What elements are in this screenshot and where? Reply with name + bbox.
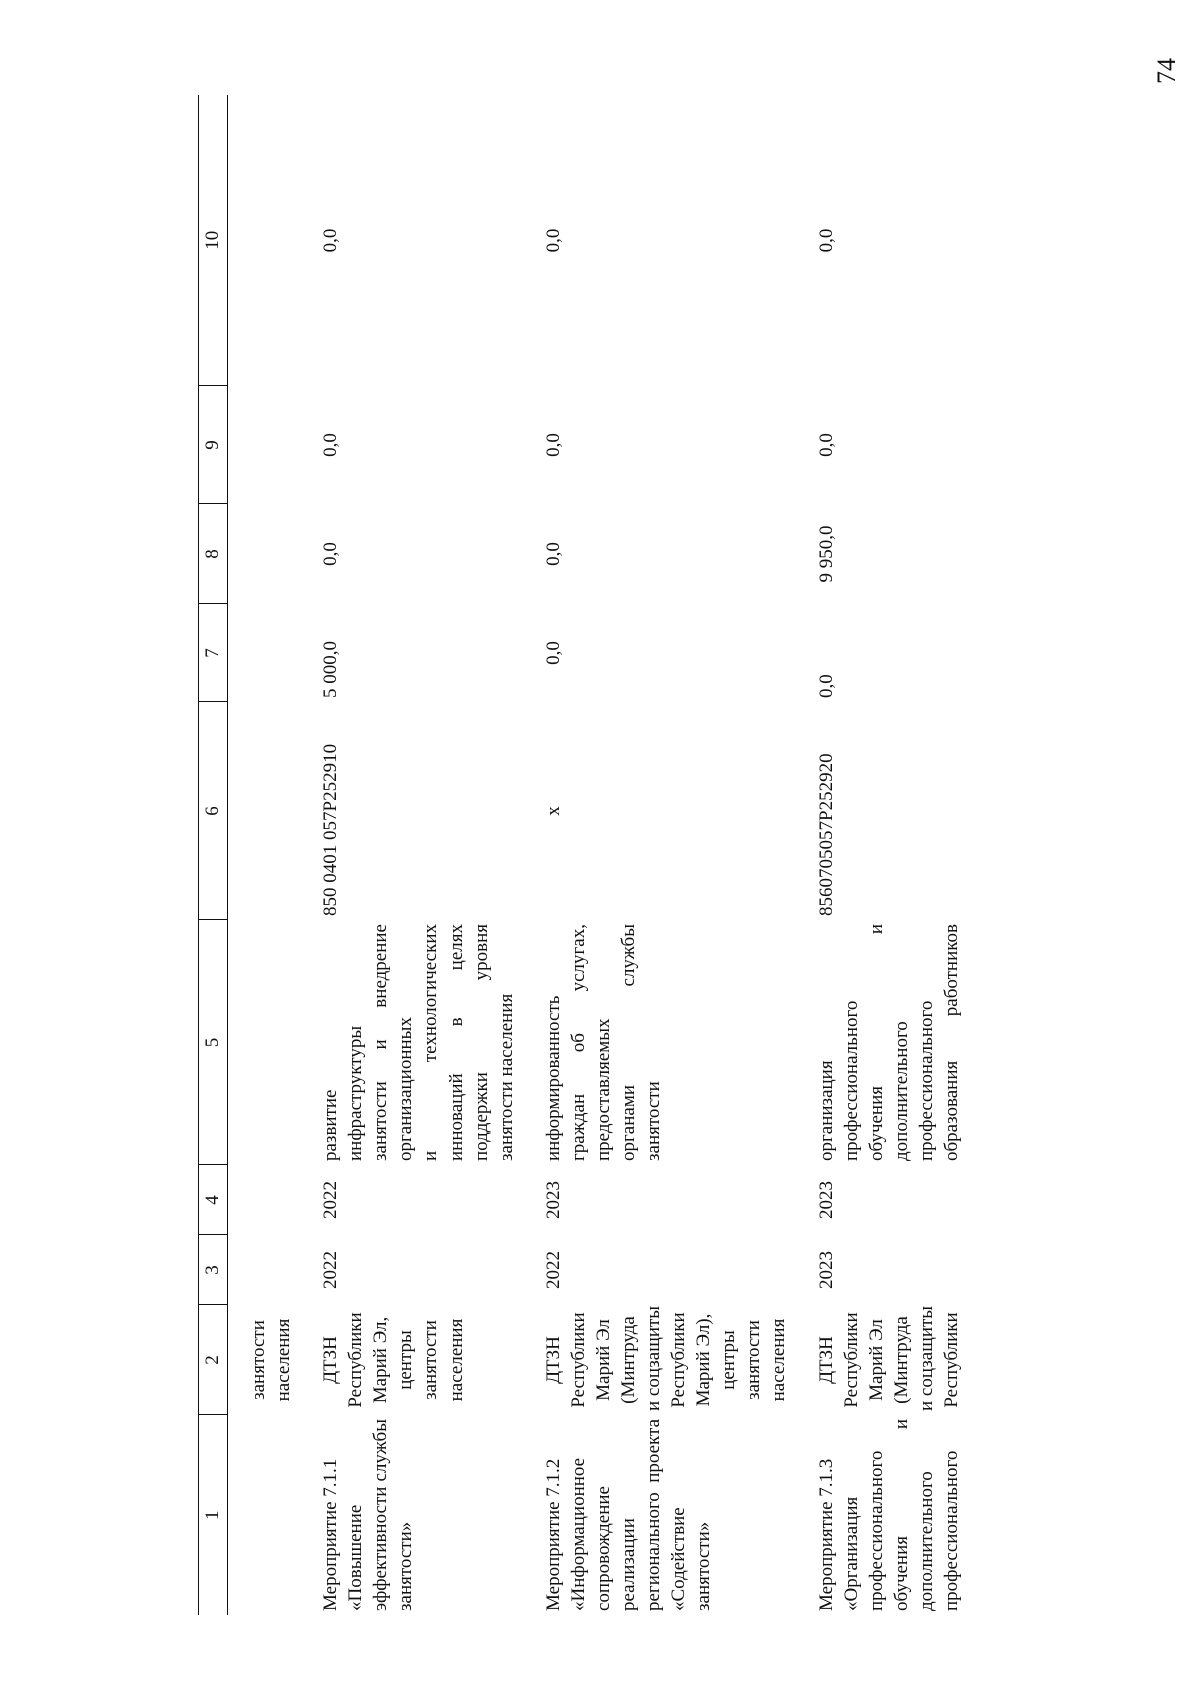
text-line: поддержки уровня <box>470 924 492 1161</box>
col-header-8: 8 <box>199 504 228 604</box>
text-line: центры <box>718 1330 740 1390</box>
text-line: занятости и внедрение <box>370 924 392 1161</box>
text-line: Мероприятие 7.1.1 <box>320 1458 342 1611</box>
continuation-row <box>246 95 296 1615</box>
text-line: Марий Эл, <box>370 1316 392 1404</box>
amount-cell-8: 0,0 <box>542 542 564 566</box>
text-line: Мероприятие 7.1.3 <box>815 1458 837 1611</box>
expected-result-cell <box>814 920 964 1165</box>
text-line: и технологических <box>420 924 442 1161</box>
text-line: (Минтруда <box>890 1316 912 1404</box>
page-number: 74 <box>1152 58 1181 84</box>
col-header-9: 9 <box>199 386 228 504</box>
continuation-cell <box>246 1305 296 1415</box>
text-line: развитие <box>320 1089 342 1161</box>
amount-cell-7: 5 000,0 <box>320 641 342 698</box>
text-line: Марий Эл), <box>693 1313 715 1407</box>
amount-cell-10: 0,0 <box>542 228 564 253</box>
text-line: обучения и <box>865 924 887 1161</box>
text-line: обучения и <box>890 1419 912 1611</box>
budget-code-cell: 850 0401 057P252910 <box>320 743 342 916</box>
amount-cell-10: 0,0 <box>320 228 342 253</box>
text-line: населения <box>445 1318 467 1402</box>
text-line: реализации <box>618 1518 640 1611</box>
end-year-cell: 2022 <box>320 1181 342 1219</box>
text-line: граждан об услугах, <box>567 924 589 1161</box>
text-line: профессионального <box>940 1450 962 1611</box>
text-line: информированность <box>542 995 564 1161</box>
text-line: организационных <box>395 1017 417 1161</box>
amount-cell-8: 0,0 <box>320 542 342 566</box>
text-line: регионального проекта <box>643 1419 665 1611</box>
text-line: Республики <box>668 1312 690 1408</box>
budget-code-cell: 8560705057P252920 <box>815 753 837 916</box>
amount-cell-9: 0,0 <box>542 433 564 457</box>
text-line: организация <box>815 1060 837 1161</box>
text-line: центры <box>395 1330 417 1390</box>
text-line: занятости» <box>395 1521 417 1611</box>
text-line: дополнительного <box>915 1471 937 1611</box>
end-year-cell: 2023 <box>815 1181 837 1219</box>
program-activities-table <box>198 95 964 1615</box>
amount-cell-7: 0,0 <box>815 674 837 698</box>
text-line: сопровождение <box>592 1486 614 1611</box>
text-line: инноваций в целях <box>445 924 467 1161</box>
text-line: «Информационное <box>567 1457 589 1611</box>
text-line: (Минтруда <box>618 1316 640 1404</box>
text-line: образования работников <box>940 924 962 1161</box>
expected-result-cell <box>318 920 519 1165</box>
text-line: предоставляемых <box>592 1018 614 1161</box>
text-line: инфраструктуры <box>345 1025 367 1161</box>
col-header-5: 5 <box>199 920 228 1165</box>
text-line: органами службы <box>618 924 640 1161</box>
text-line: «Повышение <box>345 1504 367 1611</box>
executor-cell <box>541 1305 792 1415</box>
text-line: Республики <box>345 1312 367 1408</box>
text-line: Марий Эл <box>592 1319 614 1401</box>
amount-cell-9: 0,0 <box>320 433 342 457</box>
text-line: населения <box>768 1318 790 1402</box>
col-header-4: 4 <box>199 1165 228 1235</box>
amount-cell-10: 0,0 <box>815 228 837 253</box>
activity-name-cell <box>814 1415 964 1615</box>
activity-name-cell <box>541 1415 792 1615</box>
table-row-7-1-2 <box>541 95 792 1615</box>
table-row-7-1-3 <box>814 95 964 1615</box>
amount-cell-9: 0,0 <box>815 433 837 457</box>
text-line: Марий Эл <box>865 1319 887 1401</box>
executor-cell <box>814 1305 964 1415</box>
text-line: занятости населения <box>495 993 517 1161</box>
col-header-1: 1 <box>199 1415 228 1615</box>
col-header-10: 10 <box>199 95 228 386</box>
text-line: Мероприятие 7.1.2 <box>542 1458 564 1611</box>
activity-name-cell <box>318 1415 519 1615</box>
text-line: ДТЗН <box>815 1336 837 1384</box>
text-line: «Содействие занятости» <box>668 1507 715 1611</box>
text-line: занятости <box>743 1320 765 1400</box>
start-year-cell: 2022 <box>320 1251 342 1289</box>
expected-result-cell <box>541 920 792 1165</box>
rotated-table-container <box>198 95 998 1615</box>
text-line: и соцзащиты <box>915 1305 937 1411</box>
text-line: «Организация <box>840 1496 862 1611</box>
col-header-6: 6 <box>199 702 228 920</box>
end-year-cell: 2023 <box>542 1181 564 1219</box>
table-row-7-1-1 <box>318 95 519 1615</box>
text-line: профессионального <box>915 1000 937 1161</box>
text-line: профессионального <box>840 1000 862 1161</box>
text-line: Республики <box>567 1312 589 1408</box>
text-line: Республики <box>940 1312 962 1408</box>
column-number-header <box>199 95 228 1615</box>
start-year-cell: 2023 <box>815 1251 837 1289</box>
text-line: и соцзащиты <box>643 1305 665 1411</box>
col-header-7: 7 <box>199 604 228 702</box>
text-line: занятости <box>420 1320 442 1400</box>
text-line: населения <box>273 1318 295 1402</box>
text-line: ДТЗН <box>320 1336 342 1384</box>
start-year-cell: 2022 <box>542 1251 564 1289</box>
amount-cell-8: 9 950,0 <box>815 525 837 583</box>
text-line: ДТЗН <box>542 1336 564 1384</box>
budget-code-cell: х <box>542 806 564 816</box>
amount-cell-7: 0,0 <box>542 641 564 665</box>
text-line: дополнительного <box>890 1021 912 1161</box>
executor-cell <box>318 1305 519 1415</box>
text-line: занятости <box>248 1320 269 1400</box>
col-header-2: 2 <box>199 1305 228 1415</box>
text-line: занятости <box>643 1081 665 1161</box>
text-line: эффективности службы <box>370 1419 392 1611</box>
text-line: профессионального <box>865 1450 887 1611</box>
text-line: Республики <box>840 1312 862 1408</box>
col-header-3: 3 <box>199 1235 228 1305</box>
